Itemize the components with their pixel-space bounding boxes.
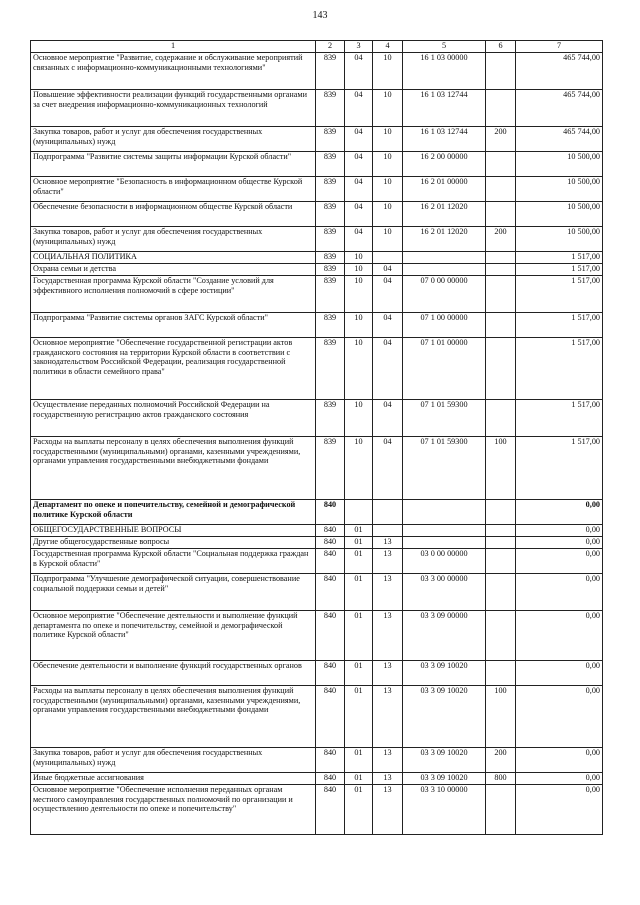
- column-header-pr: 4: [373, 41, 403, 53]
- cell-ved: 839: [316, 252, 345, 264]
- cell-vr: [486, 537, 516, 549]
- cell-pr: [373, 525, 403, 537]
- cell-name: Обеспечение безопасности в информационном обществе Курской области: [31, 202, 316, 227]
- cell-rz: [345, 500, 373, 525]
- cell-sum: 0,00: [516, 500, 603, 525]
- cell-rz: 10: [345, 252, 373, 264]
- cell-ved: 839: [316, 437, 345, 500]
- table-row: [31, 574, 603, 611]
- cell-pr: [373, 252, 403, 264]
- cell-vr: 100: [486, 437, 516, 500]
- cell-name: ОБЩЕГОСУДАРСТВЕННЫЕ ВОПРОСЫ: [31, 525, 316, 537]
- cell-sum: 0,00: [516, 537, 603, 549]
- table-row: [31, 202, 603, 227]
- cell-vr: [486, 313, 516, 338]
- cell-ved: 839: [316, 177, 345, 202]
- cell-vr: [486, 549, 516, 574]
- cell-sum: 465 744,00: [516, 90, 603, 127]
- cell-name: Основное мероприятие "Обеспечение государственной регистрации актов гражданского состояния на территории Курской области в соответствии с законодательством Российской Федерации, реализация государственной политики в области семейного права": [31, 338, 316, 400]
- table-row: [31, 686, 603, 748]
- cell-csr: 07 1 00 00000: [403, 313, 486, 338]
- cell-name: Подпрограмма "Развитие системы защиты информации Курской области": [31, 152, 316, 177]
- cell-vr: [486, 202, 516, 227]
- cell-pr: 10: [373, 177, 403, 202]
- cell-vr: [486, 338, 516, 400]
- cell-pr: 04: [373, 400, 403, 437]
- cell-csr: 16 2 01 00000: [403, 177, 486, 202]
- column-header-csr: 5: [403, 41, 486, 53]
- cell-csr: 03 3 09 10020: [403, 773, 486, 785]
- cell-name: Иные бюджетные ассигнования: [31, 773, 316, 785]
- cell-sum: 465 744,00: [516, 127, 603, 152]
- cell-pr: 10: [373, 227, 403, 252]
- cell-rz: 10: [345, 437, 373, 500]
- cell-sum: 0,00: [516, 549, 603, 574]
- cell-name: Обеспечение деятельности и выполнение функций государственных органов: [31, 661, 316, 686]
- cell-csr: 16 1 03 12744: [403, 90, 486, 127]
- cell-name: Государственная программа Курской области "Социальная поддержка граждан в Курской области": [31, 549, 316, 574]
- cell-sum: 1 517,00: [516, 437, 603, 500]
- cell-vr: 200: [486, 748, 516, 773]
- cell-pr: 04: [373, 338, 403, 400]
- cell-rz: 01: [345, 525, 373, 537]
- cell-csr: 16 2 01 12020: [403, 202, 486, 227]
- cell-name: Другие общегосударственные вопросы: [31, 537, 316, 549]
- cell-sum: 1 517,00: [516, 313, 603, 338]
- cell-csr: 03 3 00 00000: [403, 574, 486, 611]
- cell-pr: 13: [373, 574, 403, 611]
- cell-sum: 10 500,00: [516, 152, 603, 177]
- cell-rz: 01: [345, 773, 373, 785]
- cell-pr: 13: [373, 686, 403, 748]
- cell-vr: [486, 525, 516, 537]
- cell-ved: 839: [316, 400, 345, 437]
- cell-pr: 10: [373, 127, 403, 152]
- cell-pr: 13: [373, 549, 403, 574]
- cell-csr: [403, 252, 486, 264]
- table-row: [31, 549, 603, 574]
- cell-sum: 1 517,00: [516, 252, 603, 264]
- cell-rz: 10: [345, 313, 373, 338]
- cell-ved: 840: [316, 574, 345, 611]
- cell-ved: 839: [316, 152, 345, 177]
- cell-ved: 840: [316, 785, 345, 835]
- cell-name: Основное мероприятие "Развитие, содержание и обслуживание мероприятий связанных с информационно-коммуникационными технологиями": [31, 53, 316, 90]
- cell-csr: 03 3 09 10020: [403, 686, 486, 748]
- cell-name: Департамент по опеке и попечительству, семейной и демографической политике Курской области: [31, 500, 316, 525]
- cell-vr: 200: [486, 127, 516, 152]
- cell-csr: 03 3 09 10020: [403, 661, 486, 686]
- table-row: [31, 785, 603, 835]
- cell-rz: 01: [345, 611, 373, 661]
- table-row: [31, 152, 603, 177]
- cell-rz: 01: [345, 785, 373, 835]
- cell-ved: 839: [316, 90, 345, 127]
- cell-csr: 03 0 00 00000: [403, 549, 486, 574]
- table-row: [31, 500, 603, 525]
- table-row: [31, 611, 603, 661]
- cell-vr: [486, 53, 516, 90]
- table-row: [31, 537, 603, 549]
- cell-sum: 465 744,00: [516, 53, 603, 90]
- table-row: [31, 400, 603, 437]
- column-header-vr: 6: [486, 41, 516, 53]
- cell-rz: 10: [345, 276, 373, 313]
- cell-rz: 04: [345, 127, 373, 152]
- cell-sum: 0,00: [516, 785, 603, 835]
- cell-vr: [486, 400, 516, 437]
- cell-ved: 840: [316, 537, 345, 549]
- cell-rz: 10: [345, 400, 373, 437]
- cell-rz: 04: [345, 90, 373, 127]
- table-body: [31, 53, 603, 835]
- cell-csr: [403, 500, 486, 525]
- cell-sum: 1 517,00: [516, 400, 603, 437]
- cell-csr: 16 2 00 00000: [403, 152, 486, 177]
- cell-ved: 840: [316, 686, 345, 748]
- cell-rz: 10: [345, 338, 373, 400]
- cell-pr: 04: [373, 264, 403, 276]
- cell-vr: [486, 611, 516, 661]
- cell-pr: 10: [373, 202, 403, 227]
- cell-name: Закупка товаров, работ и услуг для обеспечения государственных (муниципальных) нужд: [31, 748, 316, 773]
- cell-vr: [486, 90, 516, 127]
- cell-pr: 13: [373, 611, 403, 661]
- cell-csr: 03 3 09 10020: [403, 748, 486, 773]
- cell-csr: 16 1 03 00000: [403, 53, 486, 90]
- cell-pr: 04: [373, 313, 403, 338]
- cell-rz: 04: [345, 53, 373, 90]
- cell-name: Повышение эффективности реализации функций государственными органами за счет внедрения информационно-коммуникационных технологий: [31, 90, 316, 127]
- cell-rz: 01: [345, 549, 373, 574]
- budget-table: [30, 40, 603, 835]
- cell-csr: 16 1 03 12744: [403, 127, 486, 152]
- cell-csr: 07 1 01 59300: [403, 400, 486, 437]
- cell-pr: 13: [373, 537, 403, 549]
- cell-ved: 840: [316, 773, 345, 785]
- table-row: [31, 53, 603, 90]
- cell-name: Основное мероприятие "Безопасность в информационном обществе Курской области": [31, 177, 316, 202]
- cell-csr: [403, 525, 486, 537]
- cell-ved: 840: [316, 661, 345, 686]
- cell-vr: 200: [486, 227, 516, 252]
- cell-name: СОЦИАЛЬНАЯ ПОЛИТИКА: [31, 252, 316, 264]
- table-row: [31, 264, 603, 276]
- cell-pr: 04: [373, 276, 403, 313]
- cell-rz: 01: [345, 748, 373, 773]
- cell-csr: 16 2 01 12020: [403, 227, 486, 252]
- cell-rz: 10: [345, 264, 373, 276]
- table-row: [31, 773, 603, 785]
- cell-ved: 840: [316, 500, 345, 525]
- cell-rz: 01: [345, 574, 373, 611]
- cell-name: Основное мероприятие "Обеспечение исполнения переданных органам местного самоуправления государственных полномочий по организации и осуществлению деятельности по опеке и попечительству": [31, 785, 316, 835]
- cell-pr: 13: [373, 773, 403, 785]
- column-header-sum: 7: [516, 41, 603, 53]
- column-header-name: 1: [31, 41, 316, 53]
- cell-name: Подпрограмма "Развитие системы органов ЗАГС Курской области": [31, 313, 316, 338]
- table-row: [31, 437, 603, 500]
- cell-ved: 839: [316, 338, 345, 400]
- cell-sum: 0,00: [516, 525, 603, 537]
- cell-vr: [486, 785, 516, 835]
- cell-name: Расходы на выплаты персоналу в целях обеспечения выполнения функций государственными (муниципальными) органами, казенными учреждениями, органами управления государственными внебюджетными фондами: [31, 686, 316, 748]
- cell-sum: 0,00: [516, 748, 603, 773]
- cell-sum: 0,00: [516, 574, 603, 611]
- cell-pr: [373, 500, 403, 525]
- cell-sum: 0,00: [516, 661, 603, 686]
- page-number: 143: [312, 10, 328, 21]
- cell-pr: 10: [373, 152, 403, 177]
- cell-vr: [486, 500, 516, 525]
- cell-name: Осуществление переданных полномочий Российской Федерации на государственную регистрацию актов гражданского состояния: [31, 400, 316, 437]
- cell-ved: 839: [316, 53, 345, 90]
- table-row: [31, 177, 603, 202]
- table-row: [31, 661, 603, 686]
- cell-name: Расходы на выплаты персоналу в целях обеспечения выполнения функций государственными (муниципальными) органами, казенными учреждениями, органами управления государственными внебюджетными фондами: [31, 437, 316, 500]
- cell-ved: 840: [316, 611, 345, 661]
- table-row: [31, 90, 603, 127]
- cell-csr: [403, 264, 486, 276]
- cell-name: Подпрограмма "Улучшение демографической ситуации, совершенствование социальной поддержки семьи и детей": [31, 574, 316, 611]
- cell-rz: 01: [345, 661, 373, 686]
- table-row: [31, 252, 603, 264]
- cell-csr: 03 3 09 00000: [403, 611, 486, 661]
- cell-rz: 04: [345, 152, 373, 177]
- cell-name: Основное мероприятие "Обеспечение деятельности и выполнение функций департамента по опеке и попечительству, семейной и демографической политике Курской области": [31, 611, 316, 661]
- cell-csr: 03 3 10 00000: [403, 785, 486, 835]
- cell-rz: 04: [345, 177, 373, 202]
- column-header-ved: 2: [316, 41, 345, 53]
- table-row: [31, 127, 603, 152]
- table-row: [31, 276, 603, 313]
- column-header-rz: 3: [345, 41, 373, 53]
- cell-pr: 13: [373, 748, 403, 773]
- cell-csr: 07 1 01 00000: [403, 338, 486, 400]
- cell-sum: 10 500,00: [516, 202, 603, 227]
- cell-ved: 840: [316, 549, 345, 574]
- cell-rz: 01: [345, 537, 373, 549]
- cell-ved: 839: [316, 276, 345, 313]
- cell-ved: 839: [316, 227, 345, 252]
- header-row: [31, 41, 603, 53]
- table-row: [31, 227, 603, 252]
- cell-name: Охрана семьи и детства: [31, 264, 316, 276]
- cell-name: Закупка товаров, работ и услуг для обеспечения государственных (муниципальных) нужд: [31, 127, 316, 152]
- cell-name: Закупка товаров, работ и услуг для обеспечения государственных (муниципальных) нужд: [31, 227, 316, 252]
- cell-vr: [486, 264, 516, 276]
- cell-vr: [486, 152, 516, 177]
- table-row: [31, 525, 603, 537]
- cell-vr: [486, 661, 516, 686]
- cell-sum: 0,00: [516, 611, 603, 661]
- cell-ved: 840: [316, 748, 345, 773]
- cell-ved: 839: [316, 264, 345, 276]
- cell-csr: 07 0 00 00000: [403, 276, 486, 313]
- table-row: [31, 748, 603, 773]
- cell-csr: [403, 537, 486, 549]
- cell-pr: 10: [373, 53, 403, 90]
- cell-sum: 1 517,00: [516, 264, 603, 276]
- cell-csr: 07 1 01 59300: [403, 437, 486, 500]
- cell-sum: 0,00: [516, 773, 603, 785]
- cell-ved: 839: [316, 202, 345, 227]
- cell-name: Государственная программа Курской области "Создание условий для эффективного исполнения полномочий в сфере юстиции": [31, 276, 316, 313]
- cell-ved: 839: [316, 313, 345, 338]
- cell-vr: 100: [486, 686, 516, 748]
- cell-ved: 840: [316, 525, 345, 537]
- cell-sum: 0,00: [516, 686, 603, 748]
- cell-vr: [486, 252, 516, 264]
- cell-sum: 1 517,00: [516, 338, 603, 400]
- cell-rz: 04: [345, 202, 373, 227]
- cell-pr: 04: [373, 437, 403, 500]
- cell-vr: [486, 574, 516, 611]
- cell-vr: 800: [486, 773, 516, 785]
- table-row: [31, 313, 603, 338]
- cell-ved: 839: [316, 127, 345, 152]
- cell-pr: 13: [373, 661, 403, 686]
- cell-sum: 10 500,00: [516, 177, 603, 202]
- table-row: [31, 338, 603, 400]
- cell-pr: 10: [373, 90, 403, 127]
- cell-pr: 13: [373, 785, 403, 835]
- cell-rz: 04: [345, 227, 373, 252]
- cell-sum: 1 517,00: [516, 276, 603, 313]
- cell-vr: [486, 276, 516, 313]
- cell-rz: 01: [345, 686, 373, 748]
- cell-vr: [486, 177, 516, 202]
- cell-sum: 10 500,00: [516, 227, 603, 252]
